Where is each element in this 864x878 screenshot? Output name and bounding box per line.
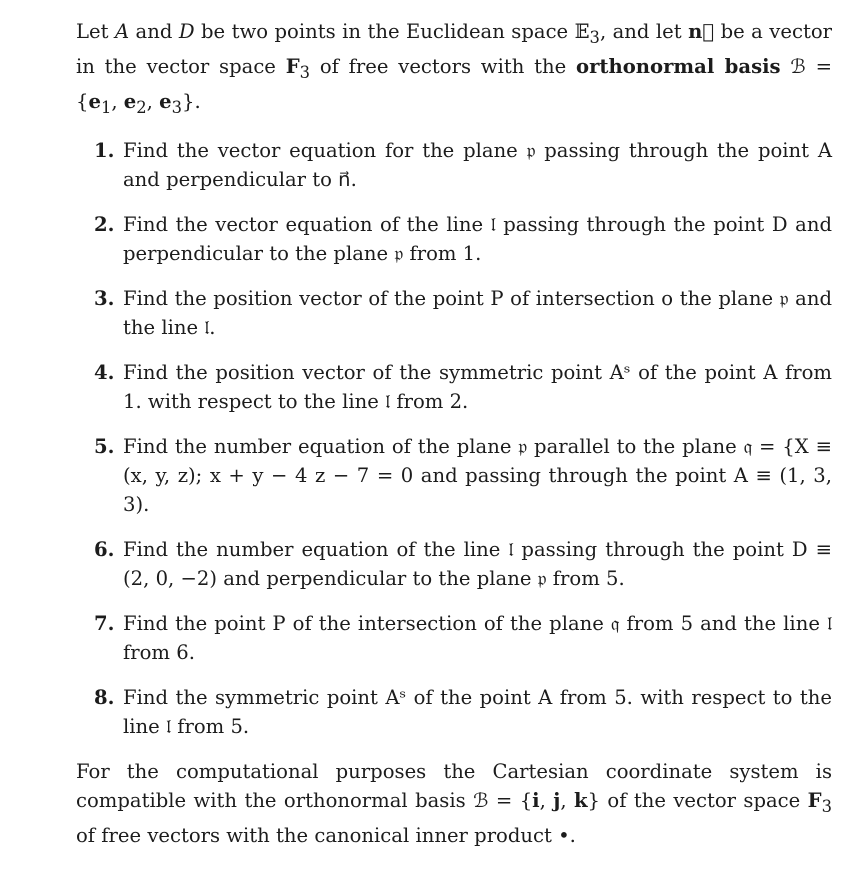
task-list	[76, 136, 832, 741]
task-text: Find the number equation of the plane 𝔭 parallel to the plane 𝔮 = {X ≡ (x, y, z); x + y − 4 z − 7 = 0 and passing through the point A ≡ (1, 3, 3).	[123, 434, 832, 516]
footer-paragraph: For the computational purposes the Cartesian coordinate system is compatible with the orthonormal basis ℬ = {i, j, k} of the vector space $F_3$ of free vectors with the canonical inner product •.	[76, 759, 832, 847]
task-number: 2.	[94, 212, 115, 236]
task-number: 3.	[94, 286, 115, 310]
task-item	[76, 432, 832, 519]
intro-paragraph: Let A and D be two points in the Euclidean space 𝔼$_3$, and let n⃗ be a vector in the vector space $F_3$ of free vectors with the orthonormal basis ℬ = {$e_1$, $e_2$, $e_3$}.	[76, 20, 832, 117]
task-text: Find the vector equation for the plane 𝔭 passing through the point A and perpendicular to n⃗.	[123, 138, 832, 191]
task-text: Find the position vector of the symmetric point Aˢ of the point A from 1. with respect to the line 𝔩 from 2.	[123, 360, 832, 413]
task-item	[76, 683, 832, 741]
task-text: Find the point P of the intersection of the plane 𝔮 from 5 and the line 𝔩 from 6.	[123, 611, 832, 664]
task-text: Find the position vector of the point P of intersection o the plane 𝔭 and the line 𝔩.	[123, 286, 832, 339]
task-number: 6.	[94, 537, 115, 561]
task-item	[76, 535, 832, 593]
task-text: Find the symmetric point Aˢ of the point A from 5. with respect to the line 𝔩 from 5.	[123, 685, 832, 738]
task-item	[76, 284, 832, 342]
task-number: 5.	[94, 434, 115, 458]
task-number: 8.	[94, 685, 115, 709]
task-number: 4.	[94, 360, 115, 384]
task-text: Find the number equation of the line 𝔩 passing through the point D ≡ (2, 0, −2) and perpendicular to the plane 𝔭 from 5.	[123, 537, 832, 590]
task-number: 1.	[94, 138, 115, 162]
task-item	[76, 609, 832, 667]
task-text: Find the vector equation of the line 𝔩 passing through the point D and perpendicular to the plane 𝔭 from 1.	[123, 212, 832, 265]
task-number: 7.	[94, 611, 115, 635]
task-item	[76, 358, 832, 416]
task-item	[76, 210, 832, 268]
task-item	[76, 136, 832, 194]
